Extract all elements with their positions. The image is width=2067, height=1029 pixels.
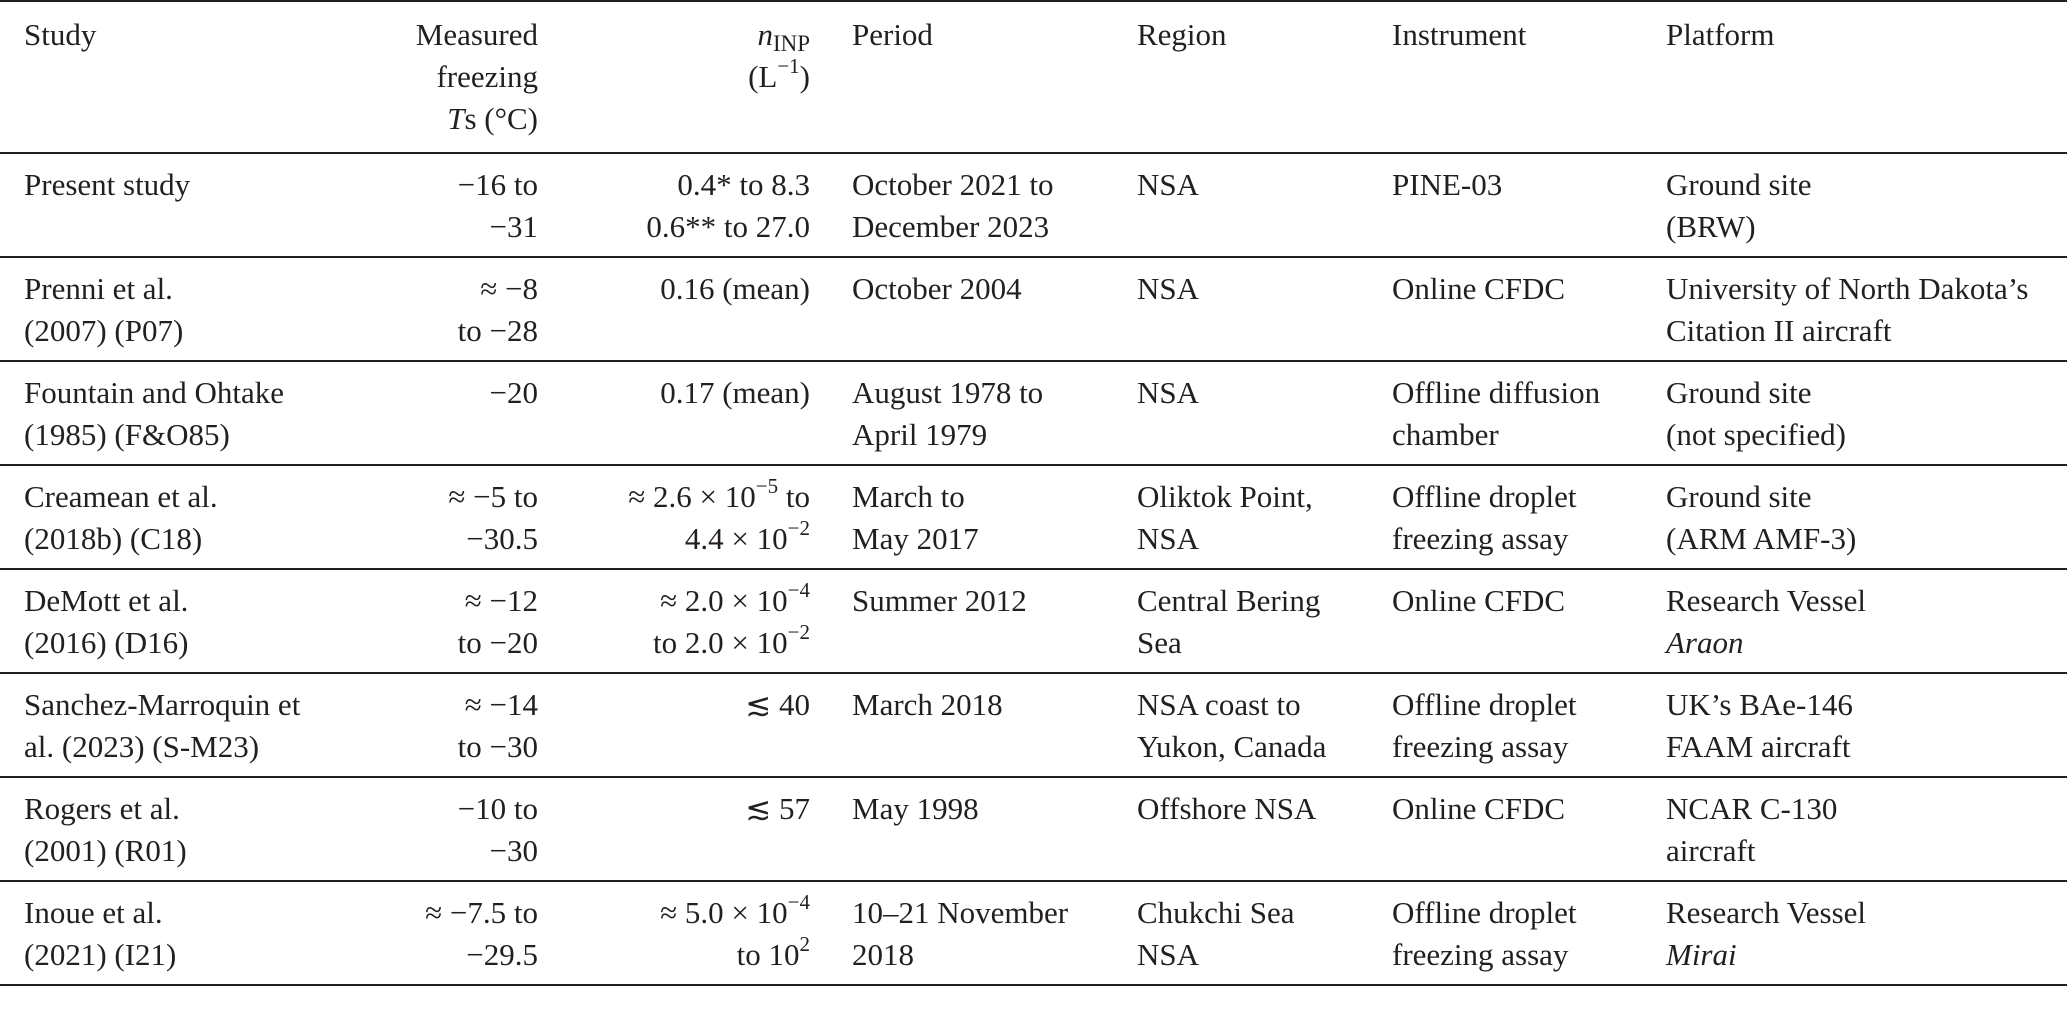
header-ninp [538,1,810,153]
header-period: Period [810,1,1137,153]
ninp-line2: to 2.0 × 10 [653,625,788,660]
cell-platform: University of North Dakota’s Citation II aircraft [1666,257,2067,361]
cell-instrument: Offline droplet freezing assay [1392,881,1666,985]
cell-ninp [538,569,810,673]
table-row [0,881,2067,985]
cell-region: NSA [1137,361,1392,465]
cell-platform: Ground site (ARM AMF-3) [1666,465,2067,569]
cell-period: May 1998 [810,777,1137,881]
cell-study: Present study [0,153,364,257]
cell-temperature: ≈ −12 to −20 [364,569,538,673]
ninp-line1-exponent: −4 [787,890,810,914]
cell-period: March to May 2017 [810,465,1137,569]
table-row [0,361,2067,465]
header-temperature [364,1,538,153]
cell-instrument: PINE-03 [1392,153,1666,257]
cell-platform: UK’s BAe-146 FAAM aircraft [1666,673,2067,777]
header-ninp-unit-close: ) [799,59,810,94]
platform-vessel-name: Araon [1666,625,1744,660]
header-platform: Platform [1666,1,2067,153]
header-ninp-unit-open: (L [748,59,778,94]
cell-ninp: 0.17 (mean) [538,361,810,465]
header-ninp-sub: INP [772,31,810,56]
table-row [0,569,2067,673]
cell-period: Summer 2012 [810,569,1137,673]
cell-platform: NCAR C-130 aircraft [1666,777,2067,881]
cell-temperature: ≈ −8 to −28 [364,257,538,361]
table-row [0,777,2067,881]
cell-platform: Ground site (BRW) [1666,153,2067,257]
cell-region: Offshore NSA [1137,777,1392,881]
cell-instrument: Online CFDC [1392,257,1666,361]
platform-line1: Research Vessel [1666,895,1867,930]
ninp-line2-exponent: −2 [787,620,810,644]
cell-temperature: ≈ −7.5 to −29.5 [364,881,538,985]
cell-platform [1666,881,2067,985]
platform-vessel-name: Mirai [1666,937,1737,972]
cell-ninp: 0.4* to 8.3 0.6** to 27.0 [538,153,810,257]
table-row [0,257,2067,361]
ninp-line1-tail: to [778,479,810,514]
table-row [0,153,2067,257]
cell-ninp: ≲ 57 [538,777,810,881]
header-ninp-var: n [757,17,773,52]
cell-period: 10–21 November 2018 [810,881,1137,985]
platform-line1: Research Vessel [1666,583,1867,618]
cell-temperature: −20 [364,361,538,465]
cell-temperature: −16 to −31 [364,153,538,257]
cell-period: March 2018 [810,673,1137,777]
ninp-line2-exponent: −2 [787,516,810,540]
cell-region: Oliktok Point, NSA [1137,465,1392,569]
cell-region: Central Bering Sea [1137,569,1392,673]
ninp-line2: to 10 [736,937,800,972]
ninp-line1-exponent: −4 [787,578,810,602]
table-header-row [0,1,2067,153]
cell-ninp [538,881,810,985]
cell-temperature: −10 to −30 [364,777,538,881]
cell-instrument: Offline droplet freezing assay [1392,465,1666,569]
cell-temperature: ≈ −14 to −30 [364,673,538,777]
cell-instrument: Online CFDC [1392,569,1666,673]
cell-ninp: ≲ 40 [538,673,810,777]
ninp-line2-exponent: 2 [799,932,810,956]
cell-study: Inoue et al. (2021) (I21) [0,881,364,985]
ninp-line1: ≈ 2.6 × 10 [628,479,756,514]
cell-instrument: Offline diffusion chamber [1392,361,1666,465]
cell-period: October 2021 to December 2023 [810,153,1137,257]
cell-period: August 1978 to April 1979 [810,361,1137,465]
cell-study: DeMott et al. (2016) (D16) [0,569,364,673]
table-row [0,673,2067,777]
cell-study: Sanchez-Marroquin et al. (2023) (S-M23) [0,673,364,777]
cell-instrument: Offline droplet freezing assay [1392,673,1666,777]
header-instrument: Instrument [1392,1,1666,153]
header-region: Region [1137,1,1392,153]
header-ninp-unit-sup: −1 [777,54,800,78]
cell-study: Rogers et al. (2001) (R01) [0,777,364,881]
header-temperature-var: T [447,101,465,136]
cell-region: Chukchi Sea NSA [1137,881,1392,985]
cell-instrument: Online CFDC [1392,777,1666,881]
cell-temperature: ≈ −5 to −30.5 [364,465,538,569]
ninp-line1-exponent: −5 [755,474,779,498]
ninp-line2: 4.4 × 10 [684,521,788,556]
cell-study: Creamean et al. (2018b) (C18) [0,465,364,569]
header-study: Study [0,1,364,153]
cell-platform: Ground site (not specified) [1666,361,2067,465]
cell-region: NSA [1137,257,1392,361]
table-row [0,465,2067,569]
ninp-line1: ≈ 2.0 × 10 [660,583,788,618]
cell-study: Fountain and Ohtake (1985) (F&O85) [0,361,364,465]
cell-region: NSA coast to Yukon, Canada [1137,673,1392,777]
cell-platform [1666,569,2067,673]
cell-region: NSA [1137,153,1392,257]
cell-ninp [538,465,810,569]
ninp-line1: ≈ 5.0 × 10 [660,895,788,930]
header-temperature-text: Measured freezing Ts (°C) [415,17,538,136]
cell-ninp: 0.16 (mean) [538,257,810,361]
cell-study: Prenni et al. (2007) (P07) [0,257,364,361]
cell-period: October 2004 [810,257,1137,361]
